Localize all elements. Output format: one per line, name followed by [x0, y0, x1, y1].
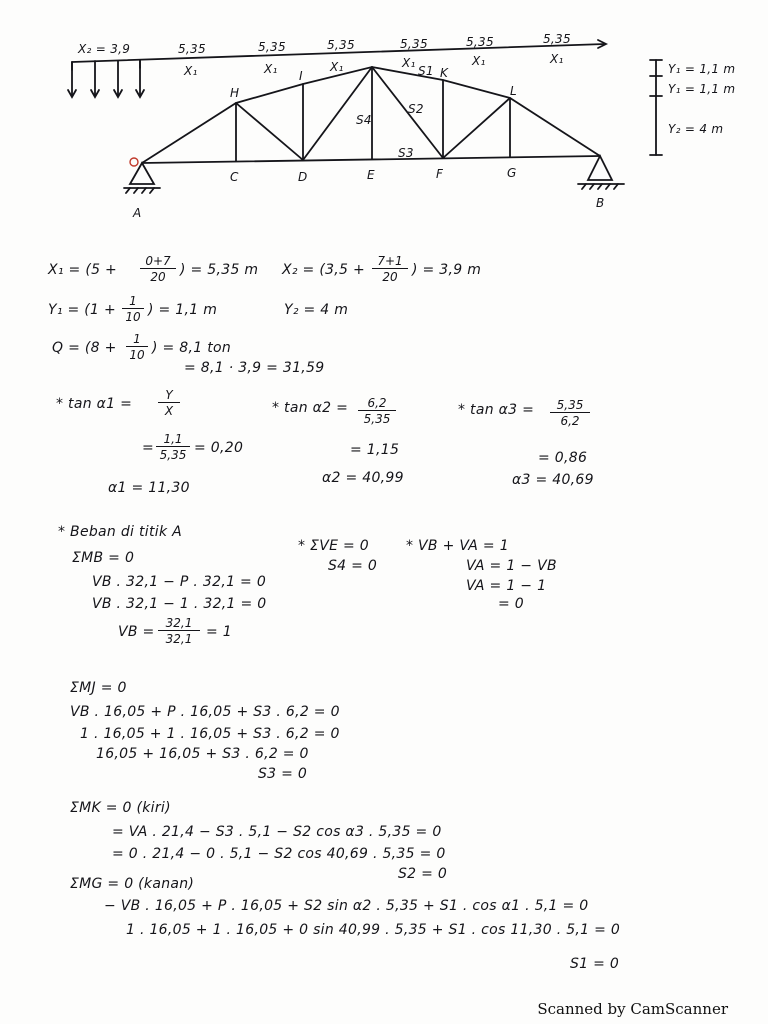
mk-line-2: = 0 . 21,4 − 0 . 5,1 − S2 cos 40,69 . 5,35 = 0: [112, 846, 446, 862]
q-formula-rhs: ) = 8,1 ton: [152, 340, 232, 356]
tan1-result: = 0,20: [194, 440, 244, 456]
load-label-6: 5,35: [543, 32, 571, 46]
y1-fraction: $\frac{1}{10}$: [122, 294, 144, 324]
member-s2-label: S2: [408, 102, 424, 116]
node-h-label: H: [230, 86, 240, 100]
vb-lhs: VB =: [118, 624, 155, 640]
x1-label-3: X₁: [330, 60, 344, 74]
x2-fraction: $\frac{7+1}{20}$: [372, 254, 408, 284]
node-f-label: F: [436, 167, 444, 181]
load-label-2: 5,35: [258, 40, 286, 54]
load-label-4: 5,35: [400, 37, 428, 51]
mj-line-1: VB . 16,05 + P . 16,05 + S3 . 6,2 = 0: [70, 704, 340, 720]
y1-formula-rhs: ) = 1,1 m: [148, 302, 218, 318]
mj-line-3: 16,05 + 16,05 + S3 . 6,2 = 0: [96, 746, 309, 762]
load-label-3: 5,35: [327, 38, 355, 52]
tan3-lhs: * tan α3 =: [458, 402, 535, 418]
dim-y1-a: Y₁ = 1,1 m: [668, 62, 736, 76]
x1-label-2: X₁: [264, 62, 278, 76]
diagonal-fl: [443, 98, 510, 158]
beban-heading: * Beban di titik A: [58, 524, 182, 540]
sum-mj: ΣMJ = 0: [70, 680, 127, 696]
tan1-fraction-2: $\frac{1,1}{5,35}$: [156, 432, 190, 462]
scanner-watermark: Scanned by CamScanner: [537, 1000, 728, 1018]
x2-formula-lhs: X₂ = (3,5 +: [282, 262, 366, 278]
alpha2-value: α2 = 40,99: [322, 470, 404, 486]
va-line-3: VA = 1 − 1: [466, 578, 547, 594]
tan1-fraction: $\frac{Y}{X}$: [158, 388, 180, 418]
load-label-x2: X₂ = 3,9: [78, 42, 131, 56]
x1-label-6: X₁: [550, 52, 564, 66]
node-a-label: A: [133, 206, 142, 220]
mk-line-1: = VA . 21,4 − S3 . 5,1 − S2 cos α3 . 5,35 = 0: [112, 824, 442, 840]
tan2-lhs: * tan α2 =: [272, 400, 349, 416]
x1-label-1: X₁: [184, 64, 198, 78]
node-a-marker: [130, 158, 138, 166]
va-line-4: = 0: [498, 596, 524, 612]
node-b-label: B: [596, 196, 605, 210]
mb-line-1: VB . 32,1 − P . 32,1 = 0: [92, 574, 267, 590]
tan3-result: = 0,86: [538, 450, 588, 466]
tan2-result: = 1,15: [350, 442, 400, 458]
mg-result: S1 = 0: [570, 956, 620, 972]
tan3-fraction: $\frac{5,35}{6,2}$: [550, 398, 590, 428]
sum-mg: ΣMG = 0 (kanan): [70, 876, 195, 892]
bottom-chord: [142, 156, 600, 163]
tan1-lhs: * tan α1 =: [56, 396, 133, 412]
node-k-label: K: [440, 66, 449, 80]
node-e-label: E: [367, 168, 375, 182]
x1-fraction: $\frac{0+7}{20}$: [140, 254, 176, 284]
x1-formula-rhs: ) = 5,35 m: [180, 262, 259, 278]
node-i-label: I: [299, 69, 303, 83]
x2-formula-rhs: ) = 3,9 m: [412, 262, 482, 278]
mg-line-1: − VB . 16,05 + P . 16,05 + S2 sin α2 . 5,35 + S1 . cos α1 . 5,1 = 0: [104, 898, 589, 914]
mk-result: S2 = 0: [398, 866, 448, 882]
distributed-load-arrows: [68, 60, 144, 97]
va-line-1: * VB + VA = 1: [406, 538, 509, 554]
x1-label-5: X₁: [472, 54, 486, 68]
truss-diagram: [0, 0, 768, 240]
node-g-label: G: [507, 166, 517, 180]
tan2-fraction: $\frac{6,2}{5,35}$: [358, 396, 396, 426]
sum-mb: ΣMB = 0: [72, 550, 135, 566]
x1-label-4: X₁: [402, 56, 416, 70]
support-b: [588, 156, 612, 180]
mj-line-2: 1 . 16,05 + 1 . 16,05 + S3 . 6,2 = 0: [80, 726, 340, 742]
alpha1-value: α1 = 11,30: [108, 480, 190, 496]
x1-formula-lhs: X₁ = (5 +: [48, 262, 118, 278]
member-s4-label: S4: [356, 113, 372, 127]
member-s3-label: S3: [398, 146, 414, 160]
node-c-label: C: [230, 170, 239, 184]
mj-result: S3 = 0: [258, 766, 308, 782]
mb-line-2: VB . 32,1 − 1 . 32,1 = 0: [92, 596, 267, 612]
vb-fraction: $\frac{32,1}{32,1}$: [158, 616, 200, 646]
dim-y2: Y₂ = 4 m: [668, 122, 724, 136]
y1-formula-lhs: Y₁ = (1 +: [48, 302, 117, 318]
sum-mk: ΣMK = 0 (kiri): [70, 800, 171, 816]
node-l-label: L: [510, 84, 517, 98]
vb-result: = 1: [206, 624, 232, 640]
node-d-label: D: [298, 170, 308, 184]
tan1-eq: =: [142, 440, 155, 456]
q-formula-lhs: Q = (8 +: [52, 340, 117, 356]
member-s1-label: S1: [418, 64, 434, 78]
q-formula-line2: = 8,1 · 3,9 = 31,59: [184, 360, 325, 376]
q-fraction: $\frac{1}{10}$: [126, 332, 148, 362]
s4-zero: S4 = 0: [328, 558, 378, 574]
sum-ve: * ΣVE = 0: [298, 538, 369, 554]
load-label-1: 5,35: [178, 42, 206, 56]
mg-line-2: 1 . 16,05 + 1 . 16,05 + 0 sin 40,99 . 5,35 + S1 . cos 11,30 . 5,1 = 0: [126, 922, 621, 938]
alpha3-value: α3 = 40,69: [512, 472, 594, 488]
load-label-5: 5,35: [466, 35, 494, 49]
y2-formula: Y₂ = 4 m: [284, 302, 349, 318]
dim-y1-b: Y₁ = 1,1 m: [668, 82, 736, 96]
va-line-2: VA = 1 − VB: [466, 558, 557, 574]
diagonal-hd: [236, 103, 303, 160]
